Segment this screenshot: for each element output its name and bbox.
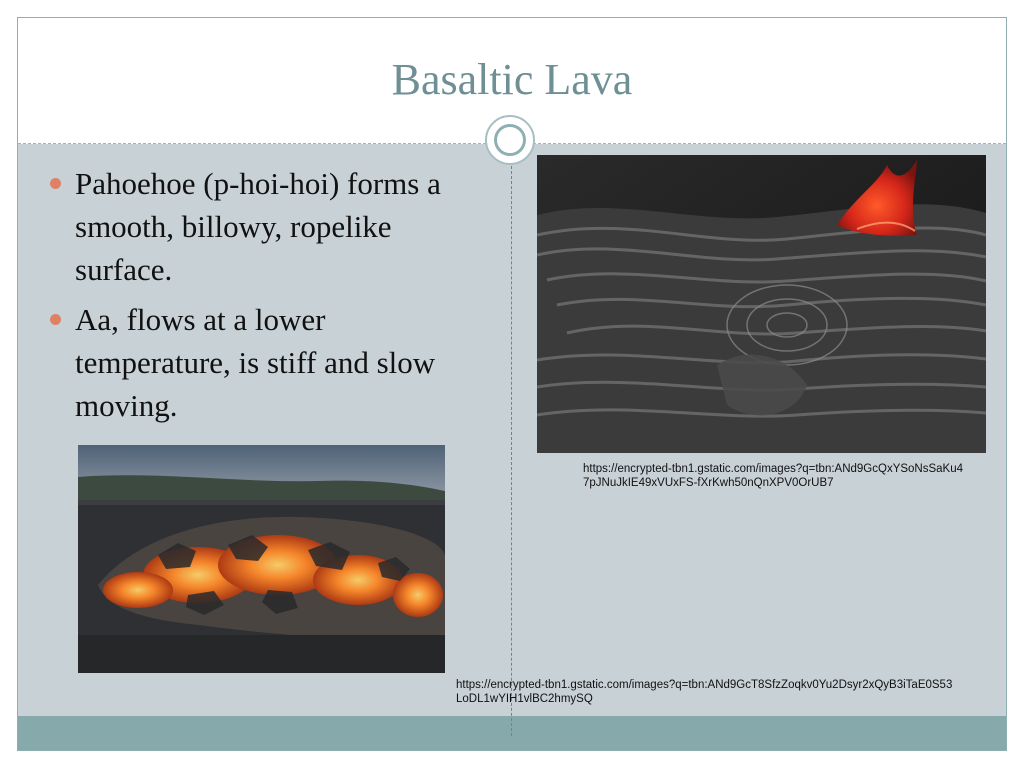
bullet-text: Aa, flows at a lower temperature, is stiff and slow moving. [75, 302, 436, 423]
footer-band [18, 716, 1006, 750]
slide [17, 17, 1007, 751]
slide-title: Basaltic Lava [391, 55, 633, 104]
pahoehoe-photo-credit: https://encrypted-tbn1.gstatic.com/images?q=tbn:ANd9GcQxYSoNsSaKu47pJNuJkIE49xVUxFS-fXrKwh50nQnXPV0OrUB7 [583, 463, 964, 489]
divider-circle-inner [494, 124, 526, 156]
bullet-item [48, 162, 468, 291]
column-divider [511, 166, 512, 736]
bullet-list [48, 162, 468, 434]
aa-lava-photo [78, 445, 445, 673]
bullet-item [48, 298, 468, 427]
pahoehoe-lava-photo [537, 155, 986, 453]
bullet-dot-icon [50, 314, 61, 325]
bullet-text: Pahoehoe (p-hoi-hoi) forms a smooth, billowy, ropelike surface. [75, 166, 441, 287]
aa-photo-credit: https://encrypted-tbn1.gstatic.com/images?q=tbn:ANd9GcT8SfzZoqkv0Yu2Dsyr2xQyB3iTaE0S53LoDL1wYIH1vlBC2hmySQ [456, 679, 953, 705]
bullet-dot-icon [50, 178, 61, 189]
divider-circle-ornament [485, 115, 535, 165]
